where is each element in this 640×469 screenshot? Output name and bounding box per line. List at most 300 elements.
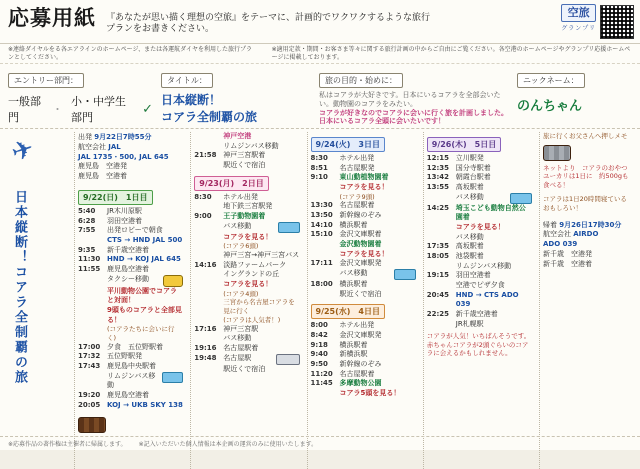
sheet-header	[0, 0, 640, 44]
row-time	[311, 193, 337, 202]
vertical-plan-title: 日本縦断！コアラ全制覇の旅	[12, 190, 27, 385]
return-route-from: 新千歳 空港発	[543, 250, 592, 258]
row-text: 神戸三宮→神戸三宮バス	[223, 251, 300, 260]
row-time	[78, 287, 104, 306]
row-time: 13:50	[310, 211, 333, 220]
schedule-list-1	[78, 207, 183, 410]
row-text: 鹿児島中央駅着	[107, 362, 156, 371]
row-text: 立川駅発	[455, 154, 484, 162]
row-text: HND → CTS ADO 039	[455, 290, 519, 309]
row-time: 12:15	[426, 154, 450, 162]
schedule-row	[194, 193, 299, 203]
row-time	[311, 240, 337, 250]
day-tag-4: 9/25(水) 4日目	[311, 304, 386, 319]
row-time	[78, 306, 104, 325]
row-text: 鹿児島空港着	[107, 264, 149, 273]
row-text: 名古屋駅	[223, 353, 252, 362]
row-text: 埼玉こども動物自然公園着	[455, 203, 526, 222]
row-time: 11:45	[310, 379, 333, 388]
row-time: 11:20	[310, 369, 333, 378]
row-time: 17:16	[194, 324, 217, 333]
row-text: 金沢文庫駅発	[339, 330, 382, 339]
trip-aim-field	[319, 68, 509, 126]
flight-header	[78, 133, 183, 182]
row-text: コアラを見る！	[339, 182, 389, 191]
trip-aim-hint: 私はコアラが大好きです。日本にいるコアラを全部会いたい。動物園のコアラをみたい。	[319, 91, 501, 108]
return-label: 帰着	[543, 220, 557, 229]
row-text: バス移動	[223, 221, 252, 230]
row-time: 9:18	[310, 340, 328, 349]
row-time	[311, 269, 337, 280]
row-time	[194, 142, 220, 152]
row-time	[78, 236, 104, 246]
schedule-row	[78, 265, 183, 275]
row-time	[194, 242, 220, 251]
row-time	[194, 222, 220, 233]
bus-icon	[510, 193, 532, 204]
schedule-row	[311, 350, 416, 360]
row-text: 神戸三宮駅	[223, 324, 259, 333]
footer-note-2: ※記入いただいた個人情報は本企画の運営のみに使用いたします。	[138, 441, 318, 448]
day-column-1	[74, 132, 186, 469]
row-text: 三宮から名古屋コアラを見に行く	[223, 298, 295, 316]
schedule-row	[194, 151, 299, 161]
brand-sub: グランプリ	[561, 24, 596, 32]
row-time: 20:45	[426, 290, 450, 299]
return-block	[543, 221, 631, 270]
itinerary-body	[0, 129, 640, 469]
schedule-row	[311, 360, 416, 370]
row-text: 横浜駅着	[339, 220, 368, 229]
brand-name: 空旅	[561, 4, 596, 22]
schedule-row	[78, 236, 183, 246]
schedule-row	[427, 204, 532, 223]
row-text: HND → KOJ JAL 645	[107, 255, 181, 264]
row-time	[194, 365, 220, 375]
row-time: 19:15	[426, 271, 450, 280]
row-text: コアラを見る！	[455, 222, 505, 231]
row-text: 名古屋駅着	[339, 369, 375, 378]
schedule-row	[427, 183, 532, 193]
schedule-row	[427, 271, 532, 281]
row-text: 金沢文庫駅着	[339, 230, 382, 239]
schedule-row	[311, 221, 416, 231]
row-text: コアラ5頭を見る！	[339, 388, 401, 397]
schedule-row	[427, 233, 532, 243]
page-title: 応募用紙	[8, 6, 96, 30]
row-time: 6:28	[78, 216, 96, 225]
route-from: 鹿児島 空港発	[78, 162, 127, 171]
brand-logo	[561, 4, 596, 32]
entry-option-students[interactable]: 小・中学生部門	[71, 95, 127, 124]
schedule-row	[78, 255, 183, 265]
nickname-value[interactable]: のんちゃん	[517, 99, 583, 114]
row-text: JR札幌駅	[455, 319, 484, 328]
schedule-row	[311, 269, 416, 280]
row-time: 21:58	[194, 151, 217, 160]
row-text: 五位野駅発	[107, 352, 142, 361]
row-time: 18:00	[310, 279, 333, 288]
schedule-row	[427, 223, 532, 233]
row-text: リムジンバス移動	[455, 261, 512, 270]
row-text: コアラを見る！	[223, 279, 273, 288]
row-text: 駅近くで宿泊	[223, 364, 266, 373]
row-text: バス移動	[223, 334, 252, 343]
schedule-row	[194, 222, 299, 233]
schedule-row	[78, 325, 183, 343]
row-text: 高坂駅着	[455, 242, 484, 251]
row-text: 新幹線のぞみ	[339, 211, 382, 220]
row-time: 15:10	[310, 230, 333, 239]
bus-icon	[162, 372, 183, 383]
row-text: 横浜駅着	[339, 340, 368, 349]
plan-title-label: タイトル：	[161, 73, 213, 88]
schedule-list-5	[427, 154, 532, 329]
row-time	[194, 233, 220, 243]
arrival-block-2	[194, 132, 299, 171]
row-text: (コアラ9頭)	[339, 192, 375, 201]
row-text: 平川動物公園でコアラと対面！	[107, 286, 177, 305]
plan-title-field	[161, 68, 311, 125]
row-time: 8:42	[310, 330, 328, 339]
row-text: 朝霞台駅着	[455, 173, 491, 182]
row-time: 7:55	[78, 226, 96, 235]
day5-note: コアラが人気！いちばんそうです。赤ちゃんコアラが2頭ぐらいのコアラに会えるかもしれません。	[426, 332, 531, 358]
schedule-row	[194, 298, 299, 316]
row-time	[194, 202, 220, 212]
schedule-list-2	[194, 193, 299, 375]
row-time: 19:48	[194, 353, 217, 362]
nickname-field	[517, 68, 637, 114]
schedule-row	[78, 207, 183, 217]
row-text: 出発ロビーで朝食	[107, 226, 163, 235]
schedule-row	[194, 365, 299, 375]
row-time: 13:30	[310, 201, 333, 210]
return-airline-value[interactable]: AIRDO	[573, 230, 599, 239]
row-time: 11:55	[78, 264, 101, 273]
row-text: 鹿児島空港着	[107, 391, 149, 400]
row-text: バス移動	[339, 268, 368, 277]
chocolate-icon	[78, 414, 183, 433]
row-text: 駅近くで宿泊	[223, 160, 266, 169]
schedule-row	[194, 334, 299, 344]
row-time: 14:25	[426, 203, 450, 212]
day-tag-3: 9/24(火) 3日目	[311, 137, 386, 152]
form-row	[0, 64, 640, 129]
schedule-row	[427, 173, 532, 183]
row-text: CTS → HND JAL 500	[107, 235, 183, 244]
schedule-row	[78, 306, 183, 325]
schedule-row	[427, 281, 532, 291]
day-tag-5: 9/26(木) 5日目	[427, 137, 502, 152]
schedule-row	[78, 246, 183, 256]
row-text: 羽田空港着	[455, 271, 491, 280]
row-text: 王子動物園着	[223, 211, 266, 220]
day-tag-2: 9/23(月) 2日目	[194, 176, 269, 191]
row-text: JR木川原駅	[107, 206, 142, 215]
row-time: 8:30	[194, 192, 212, 201]
row-text: コアラを見る！	[339, 249, 389, 258]
row-text: 新千歳空港着	[107, 245, 149, 254]
row-text: (コアラたちに会いに行く)	[107, 325, 175, 342]
row-time: 8:30	[310, 154, 328, 162]
row-text: ホテル出発	[223, 192, 258, 201]
schedule-row	[194, 316, 299, 325]
day3-note: ネットより コアラのおやつ ユーカリは1日に 約500gも食べる！	[543, 163, 634, 189]
schedule-row	[427, 154, 532, 164]
row-text: コアラを見る！	[223, 232, 273, 241]
schedule-row	[78, 372, 183, 391]
row-text: 神戸三宮駅着	[223, 151, 266, 160]
row-text: 名古屋駅着	[339, 201, 375, 210]
trip-aim-handwritten[interactable]: コアラが好きなのでコアラに会いに行く旅を計画しました。日本にいるコアラ全頭に会いたいです！	[319, 108, 508, 126]
check-icon: ✓	[142, 101, 153, 117]
row-text: 新千歳空港着	[455, 309, 498, 318]
left-band	[6, 132, 70, 469]
schedule-row	[194, 161, 299, 171]
row-time	[311, 290, 337, 300]
schedule-row	[78, 287, 183, 306]
return-date[interactable]: 9月26日17時30分	[559, 220, 622, 229]
schedule-row	[311, 164, 416, 174]
row-time	[78, 275, 104, 287]
row-text: 新横浜駅	[339, 350, 368, 359]
row-text: (コアラは人気者！)	[223, 315, 281, 324]
row-time: 9:00	[194, 211, 212, 220]
schedule-row	[311, 280, 416, 290]
row-text: 国分寺駅着	[455, 163, 491, 172]
footer-note-1: ※応募作品の著作権は主催者に帰属します。	[8, 441, 127, 448]
schedule-row	[78, 362, 183, 372]
schedule-row	[194, 325, 299, 335]
schedule-row	[427, 242, 532, 252]
row-time: 8:51	[310, 163, 328, 172]
row-text: (コアラ6頭)	[223, 242, 259, 251]
row-time: 9:10	[310, 173, 328, 182]
row-time	[194, 334, 220, 344]
row-text: 多摩動物公園	[339, 379, 382, 388]
schedule-row	[311, 154, 416, 164]
row-text: 横浜駅着	[339, 279, 368, 288]
row-text: リムジンバス移動	[107, 371, 156, 390]
schedule-list-4	[311, 321, 416, 398]
schedule-row	[311, 173, 416, 183]
schedule-row	[311, 341, 416, 351]
row-time: 17:11	[310, 259, 333, 268]
schedule-row	[194, 251, 299, 261]
schedule-row	[78, 275, 183, 287]
schedule-row	[427, 310, 532, 320]
schedule-row	[194, 261, 299, 280]
sheet-footer	[0, 436, 640, 450]
schedule-row	[427, 164, 532, 174]
schedule-row	[311, 321, 416, 331]
schedule-row	[311, 259, 416, 269]
row-time: 17:32	[78, 352, 101, 361]
row-text: ホテル出発	[339, 154, 375, 162]
row-time	[427, 233, 453, 243]
schedule-row	[427, 252, 532, 262]
row-text: 東山動植物園着	[339, 173, 389, 182]
day-column-5	[423, 132, 535, 469]
row-time: 20:05	[78, 400, 101, 409]
schedule-row	[194, 242, 299, 251]
row-text: 淡路ファームパーク イングランドの丘	[223, 260, 294, 279]
schedule-row	[311, 183, 416, 193]
row-time	[427, 281, 453, 291]
option-separator: ・	[52, 103, 64, 116]
row-time: 17:35	[426, 242, 450, 251]
row-time: 11:30	[78, 255, 101, 264]
row-text: 名古屋駅着	[223, 344, 259, 353]
row-text: (コアラ4頭)	[223, 289, 259, 298]
schedule-row	[194, 202, 299, 212]
schedule-list-3	[311, 154, 416, 299]
schedule-row	[194, 354, 299, 365]
schedule-row	[78, 391, 183, 401]
row-text: 池袋駅着	[455, 251, 484, 260]
schedule-row	[194, 233, 299, 243]
row-time: 9:35	[78, 245, 96, 254]
bus-icon	[278, 222, 300, 233]
return-flight-code[interactable]: ADO 039	[543, 240, 578, 249]
schedule-row	[311, 230, 416, 240]
row-text: ホテル出発	[339, 321, 375, 330]
row-text: バス移動	[455, 192, 484, 201]
row-time	[194, 280, 220, 290]
schedule-row	[427, 320, 532, 330]
row-time: 19:16	[194, 344, 217, 353]
row-time: 17:00	[78, 342, 101, 351]
row-text: 高坂駅着	[455, 182, 484, 191]
airplane-icon: ✈	[7, 133, 38, 169]
row-time	[311, 183, 337, 193]
taxi-icon	[163, 275, 183, 287]
depart-label: 出発	[78, 133, 92, 141]
schedule-row	[311, 211, 416, 221]
row-time	[427, 223, 453, 233]
return-airline-label: 航空会社	[543, 230, 571, 239]
route-to: 鹿児島 空港着	[78, 172, 127, 181]
schedule-row	[311, 240, 416, 250]
row-time	[194, 298, 220, 316]
notice-block	[0, 44, 640, 64]
row-time	[78, 372, 104, 391]
row-time	[427, 193, 453, 204]
row-time	[194, 161, 220, 171]
day-tag-1: 9/22(日) 1日目	[78, 190, 153, 205]
row-time	[311, 389, 337, 399]
schedule-row	[78, 343, 183, 353]
koala-icon	[543, 143, 631, 162]
flight-codes[interactable]: JAL 1735・500, JAL 645	[78, 152, 169, 161]
row-text: 夕食 五位野駅着	[107, 342, 163, 351]
schedule-row	[194, 344, 299, 354]
row-text: 新幹線のぞみ	[339, 359, 382, 368]
bus-icon	[394, 269, 416, 280]
schedule-row	[194, 142, 299, 152]
row-time	[78, 325, 104, 343]
row-text: リムジンバス移動	[223, 141, 279, 150]
row-text: 名古屋駅発	[339, 163, 375, 172]
row-text: KOJ → UKB SKY 138	[107, 400, 183, 409]
row-time	[194, 316, 220, 325]
schedule-row	[311, 250, 416, 260]
entry-option-general[interactable]: 一般部門	[8, 95, 41, 124]
row-time: 9:40	[310, 350, 328, 359]
schedule-row	[311, 370, 416, 380]
row-time	[427, 320, 453, 330]
row-time: 5:40	[78, 206, 96, 215]
notice-1: ※連絡ダイヤルをる各エアラインのホームページ、または各運航ダイヤを利用した旅行プランとしてください。	[8, 46, 252, 61]
schedule-row	[427, 262, 532, 272]
row-text: 駅近くで宿泊	[339, 289, 382, 298]
day-column-2	[190, 132, 302, 469]
memo-1: 旅に行くお父さんへ押しメモ	[543, 132, 628, 140]
schedule-row	[311, 379, 416, 389]
day-column-3	[307, 132, 419, 469]
notice-2: ※適用定款・期間・お客さま等々に関する旅行計画の中からご自由にご覧ください。各空港のホームページやグランプリ応援ホームページに掲載しております。	[271, 46, 631, 61]
row-time	[194, 132, 220, 142]
row-text: 空港でピザ夕食	[455, 280, 505, 289]
schedule-row	[78, 226, 183, 236]
row-text: 地下鉄三宮駅発	[223, 202, 273, 211]
row-time: 8:00	[310, 321, 328, 330]
entry-category-field	[8, 68, 153, 125]
depart-date[interactable]: 9月22日7時55分	[94, 133, 152, 141]
row-time: 13:55	[426, 182, 450, 191]
plan-title-line1[interactable]: 日本縦断！	[161, 93, 222, 107]
row-text: タクシー移動	[107, 274, 149, 283]
schedule-row	[311, 201, 416, 211]
row-time	[427, 262, 453, 272]
row-time: 17:43	[78, 362, 101, 371]
entry-category-options[interactable]	[8, 93, 153, 125]
row-text: バス移動	[455, 232, 484, 241]
schedule-row	[194, 132, 299, 142]
memo-2: コアラは1日20時間寝ている おもしろい！	[543, 195, 634, 212]
row-time: 18:05	[426, 251, 450, 260]
schedule-row	[311, 389, 416, 399]
row-time: 19:20	[78, 391, 101, 400]
schedule-row	[78, 352, 183, 362]
entry-category-label: エントリー部門：	[8, 73, 84, 88]
train-icon	[276, 354, 300, 365]
schedule-row	[194, 212, 299, 222]
row-time: 14:10	[310, 220, 333, 229]
row-time	[194, 290, 220, 299]
schedule-row	[427, 291, 532, 310]
trip-aim-label: 旅の目的・始めに：	[319, 73, 403, 88]
return-route-to: 新千歳 空港着	[543, 259, 592, 268]
row-text: 金沢文庫駅発	[339, 259, 382, 268]
schedule-row	[311, 331, 416, 341]
row-time: 14:16	[194, 260, 217, 269]
schedule-row	[194, 280, 299, 290]
schedule-row	[78, 217, 183, 227]
nickname-label: ニックネーム：	[517, 73, 585, 88]
schedule-row	[78, 401, 183, 411]
row-time: 9:50	[310, 359, 328, 368]
row-text: 神戸空港	[223, 132, 252, 140]
row-time	[311, 250, 337, 260]
row-text: 金沢動物園着	[339, 240, 382, 249]
row-time: 12:35	[426, 163, 450, 172]
row-time	[194, 251, 220, 261]
plan-title-line2[interactable]: コアラ全制覇の旅	[161, 110, 258, 124]
airline-value[interactable]: JAL	[108, 142, 121, 151]
airline-label: 航空会社	[78, 142, 106, 151]
